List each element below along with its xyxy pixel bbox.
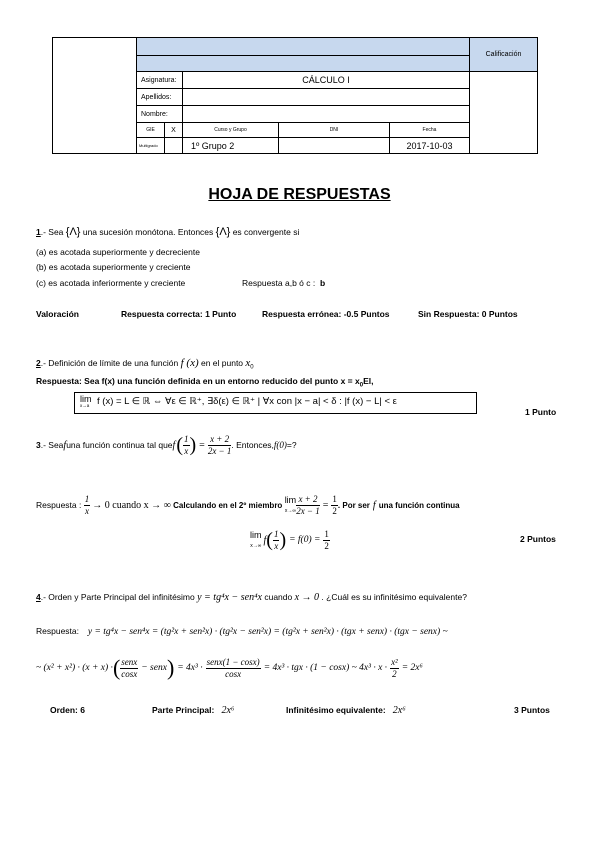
fecha-label: Fecha [390,123,470,138]
q4-line1: y = tg⁴x − sen⁴x = (tg²x + sen²x) · (tg²x − sen²x) = (tg²x + sen²x) · (tgx + senx) · (tgx − senx) ~ [87,627,448,637]
q2-formula: f (x) = L ∈ ℝ ⇔ ∀ε ∈ ℝ⁺, ∃δ(ε) ∈ ℝ⁺ | ∀x con |x − a| < δ : |f (x) − L| < ε [97,396,397,407]
q4-senx: senx [121,656,138,667]
q4-orden-value: 6 [80,705,85,715]
header-blue-band [137,56,470,72]
q3-statement: 3 .- Sea f una función continua tal que f ( $\frac{1}{x}$ ) = $\frac{x + 2}{2x - 1}$ . Entonces, f(0) =? [36,433,297,456]
q2-x0: x [245,357,251,369]
q2-formula-box [74,392,477,414]
q4-num2: senx(1 − cosx) [206,656,260,667]
q4-text-c: . ¿Cuál es su infinitésimo equivalente? [319,592,467,602]
q4-line2-a: ~ (x² + x²) · (x + x) · [36,663,113,673]
q3-f: f [63,439,67,451]
q3-inner-den: x [184,445,189,456]
q4-line2-d: = 4x³ · tgx · (1 − cosx) ~ 4x³ · x · [263,663,388,673]
calificacion-box [470,72,538,154]
q2-text-a: .- Definición de límite de una función [40,358,181,368]
q1-val-none: Sin Respuesta: 0 Puntos [418,309,518,319]
fecha-value: 2017-10-03 [390,138,470,154]
q4-answer-line2: ~ (x² + x²) · (x + x) · ( $\frac{\text{senx}}{\cos x}$ − senx ) = 4x³ · $\frac{\text{senx(1 − cosx)}}{\cos x}$ = 4x³ · tgx · (1 − cosx) ~ 4x³ · x · $\frac{\text{x²}}{2}$ = 2x⁶ [36,655,423,680]
q4-ie-value: 2x⁶ [392,705,406,716]
q2-answer-text: Respuesta: Sea f(x) una función definida en un entorno reducido del punto x = x [36,376,360,386]
q2-answer [36,376,374,389]
q2-statement [36,357,254,371]
q4-line2-c: = 4x³ · [177,663,203,673]
nombre-label: Nombre: [137,106,183,123]
q3-eq: = [322,499,329,511]
q4-x2: x² [391,656,398,667]
q3-porser-end: una función continua [378,500,460,510]
q4-pp-value: 2x⁶ [221,705,235,716]
q3-half-num: 1 [332,493,337,504]
q2-x0-sub: 0 [250,364,254,371]
q3-rhs-den: 2x − 1 [207,445,232,456]
q1-answer-label: Respuesta a,b ó c : [242,278,316,288]
q3-text-d: =? [286,440,297,450]
q4-text-a: .- Orden y Parte Principal del infinitésimo [40,592,198,602]
q2-points: 1 Punto [525,407,557,417]
q1-text-c: es convergente si [230,227,300,237]
q3-final-inner-num: 1 [273,528,279,539]
q1-valoracion-label: Valoración [36,309,79,319]
q1-number: 1 [36,227,41,237]
q3-text-a: .- Sea [40,440,64,450]
q4-expr: y = tg⁴x − sen⁴x [197,592,262,603]
q2-number: 2 [36,358,41,368]
multigrado-mark[interactable] [165,138,183,154]
q4-orden [50,705,85,715]
q4-number: 4 [36,592,41,602]
q2-text-b: en el punto [198,358,246,368]
q2-answer-end: El, [363,376,374,386]
gie-label: GIE [137,123,165,138]
q3-lim-text: lim [284,495,297,505]
q3-answer-label: Respuesta : [36,500,82,510]
q3-final-eq: = f(0) = [289,535,321,545]
q4-line2-e: = 2x⁶ [401,663,423,673]
q4-points: 3 Puntos [514,705,550,715]
q3-answer [36,485,460,525]
page-title: HOJA DE RESPUESTAS [208,186,391,203]
q4-two: 2 [392,668,397,679]
q2-fx: f (x) [180,357,199,369]
q4-ie-label: Infinitésimo equivalente: [286,705,386,715]
nombre-field[interactable] [183,106,470,123]
q3-text-b: una función continua tal que [66,440,173,450]
q1-option-c: (c) es acotada inferiormente y creciente [36,278,186,288]
q1-val-correct: Respuesta correcta: 1 Punto [121,309,237,319]
calificacion-label: Calificación [470,38,538,72]
q2-lim-text: lim [80,394,92,404]
q3-porser: . Por ser [337,500,370,510]
dni-label: DNI [279,123,390,138]
q3-r-num: 1 [84,493,90,504]
apellidos-label: Apellidos: [137,89,183,106]
q1-seq: {Λ} [65,226,81,238]
q3-final-inner-den: x [274,540,279,551]
q3-final-half-num: 1 [324,528,329,539]
q1-val-wrong: Respuesta errónea: -0.5 Puntos [262,309,390,319]
q4-lim: x → 0 [294,592,320,603]
gie-mark: X [165,123,183,138]
q3-final-lim-text: lim [250,530,262,540]
q1-statement [36,226,299,238]
q4-parte-principal [152,705,234,716]
q3-f0: f(0) [273,440,287,450]
asignatura-label: Asignatura: [137,72,183,89]
q4-infinitesimo [286,705,406,716]
q4-answer-label: Respuesta: [36,626,79,636]
q3-calc: Calculando en el 2º miembro [173,500,283,510]
q4-orden-label: Orden: [50,705,78,715]
q3-final-half-den: 2 [324,540,329,551]
q3-half-den: 2 [332,505,337,516]
multigrado-label: Multigrado [137,138,165,154]
q3-final-f: f [263,534,267,546]
q3-final-lim [250,531,262,549]
asignatura-value: CÁLCULO I [183,72,470,89]
q1-option-b: (b) es acotada superiormente y creciente [36,262,191,272]
q2-answer-sub: 0 [359,382,364,389]
q3-f-lhs: f [172,439,176,451]
q1-answer [242,278,325,288]
q3-points: 2 Puntos [520,534,556,544]
q4-text-b: cuando [261,592,295,602]
q1-text-b: una sucesión monótona. Entonces [80,227,216,237]
q1-option-a: (a) es acotada superiormente y decreciente [36,247,200,257]
header-blue-top [137,38,470,56]
q3-number: 3 [36,440,41,450]
q4-den2: cosx [225,668,242,679]
q3-lim [285,496,297,514]
q4-answer-line1 [36,621,448,639]
q4-statement [36,592,467,603]
q4-line2-b: − senx [141,663,167,673]
curso-value: 1º Grupo 2 [183,138,279,154]
q4-pp-label: Parte Principal: [152,705,215,715]
q3-final-lim-sub: x→∞ [250,543,262,549]
q3-porser-f: f [372,499,376,511]
q3-rhs-num: x + 2 [208,435,232,446]
q2-lim-sub: x→a [80,403,90,408]
q3-r-den: x [85,505,89,516]
q1-answer-value: b [319,278,326,288]
q3-text-c: . Entonces, [231,440,274,450]
q3-lim-num: x + 2 [296,495,320,506]
q3-arrow-text: → 0 cuando x → ∞ [92,499,171,511]
dni-field[interactable] [279,138,390,154]
header-table [52,37,538,154]
q3-lim-sub: x→∞ [284,508,296,514]
curso-label: Curso y Grupo [183,123,279,138]
q3-lim-den: 2x − 1 [296,505,320,516]
apellidos-field[interactable] [183,89,470,106]
logo-cell [53,38,137,154]
q1-seq-2: {Λ} [215,226,231,238]
q4-cosx: cosx [121,668,138,679]
q1-text-a: .- Sea [40,227,66,237]
q3-final: lim x→∞ f ( $\frac{1}{x}$ ) = f(0) = $\frac{1}{2}$ [250,528,329,551]
q3-inner-num: 1 [184,433,189,444]
q2-lim [80,395,92,409]
